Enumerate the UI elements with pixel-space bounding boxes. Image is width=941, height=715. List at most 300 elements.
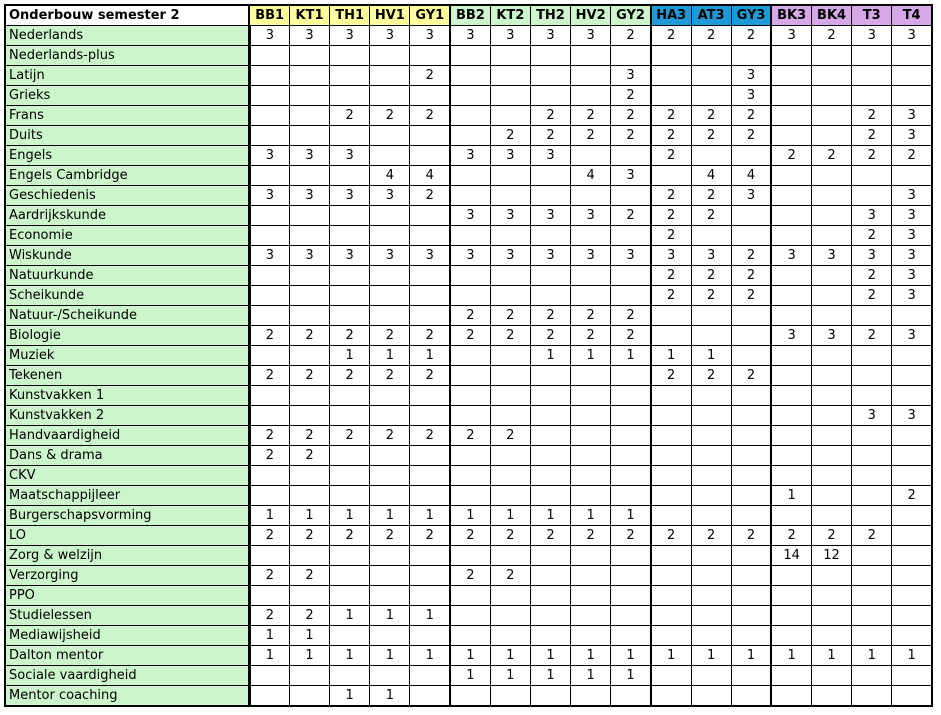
hours-cell [450, 386, 490, 406]
hours-cell [571, 46, 611, 66]
hours-cell: 2 [731, 246, 771, 266]
hours-cell [811, 686, 851, 707]
column-header-gy1: GY1 [410, 5, 450, 26]
hours-cell: 3 [530, 206, 570, 226]
hours-cell [691, 486, 731, 506]
hours-cell: 2 [731, 366, 771, 386]
hours-cell [731, 326, 771, 346]
hours-cell [410, 566, 450, 586]
hours-cell [450, 346, 490, 366]
hours-cell [530, 226, 570, 246]
hours-cell [651, 306, 691, 326]
hours-cell [771, 166, 811, 186]
hours-cell [370, 466, 410, 486]
hours-cell: 1 [530, 506, 570, 526]
hours-cell [490, 546, 530, 566]
hours-cell: 3 [852, 406, 892, 426]
hours-cell [249, 586, 289, 606]
hours-cell [651, 86, 691, 106]
hours-cell: 4 [410, 166, 450, 186]
hours-cell: 2 [289, 326, 329, 346]
hours-cell [651, 446, 691, 466]
hours-cell [731, 466, 771, 486]
table-row [5, 626, 932, 646]
hours-cell [530, 46, 570, 66]
subject-label: Verzorging [5, 566, 249, 586]
hours-cell: 2 [289, 446, 329, 466]
table-row [5, 526, 932, 546]
hours-cell [811, 66, 851, 86]
column-header-hv1: HV1 [370, 5, 410, 26]
hours-cell [651, 586, 691, 606]
hours-cell: 1 [611, 666, 651, 686]
hours-cell: 1 [370, 346, 410, 366]
hours-cell: 1 [410, 646, 450, 666]
hours-cell: 2 [330, 326, 370, 346]
hours-cell [611, 46, 651, 66]
hours-cell [811, 206, 851, 226]
hours-cell [410, 306, 450, 326]
hours-cell [811, 166, 851, 186]
table-row [5, 26, 932, 46]
hours-cell [490, 606, 530, 626]
hours-cell: 1 [892, 646, 932, 666]
hours-cell [771, 346, 811, 366]
hours-cell: 2 [731, 526, 771, 546]
hours-cell: 3 [330, 146, 370, 166]
table-row [5, 66, 932, 86]
table-row [5, 106, 932, 126]
hours-cell [571, 446, 611, 466]
hours-cell [852, 366, 892, 386]
hours-cell [651, 166, 691, 186]
hours-cell: 3 [410, 26, 450, 46]
hours-cell: 2 [611, 86, 651, 106]
hours-cell [611, 686, 651, 707]
subject-label: Zorg & welzijn [5, 546, 249, 566]
hours-cell: 2 [852, 526, 892, 546]
hours-cell [289, 486, 329, 506]
hours-cell [811, 226, 851, 246]
hours-cell [249, 66, 289, 86]
hours-cell [330, 286, 370, 306]
hours-cell [611, 486, 651, 506]
subject-label: Engels Cambridge [5, 166, 249, 186]
hours-cell [892, 426, 932, 446]
hours-cell [651, 506, 691, 526]
hours-cell: 3 [811, 326, 851, 346]
subject-label: Nederlands [5, 26, 249, 46]
hours-cell [330, 466, 370, 486]
hours-cell [731, 226, 771, 246]
hours-cell [249, 686, 289, 707]
hours-cell: 4 [370, 166, 410, 186]
hours-cell: 3 [852, 246, 892, 266]
hours-cell [892, 306, 932, 326]
hours-cell: 2 [330, 366, 370, 386]
hours-cell [289, 386, 329, 406]
column-header-th1: TH1 [330, 5, 370, 26]
hours-cell: 1 [651, 646, 691, 666]
hours-cell [852, 486, 892, 506]
hours-cell [771, 46, 811, 66]
hours-cell [530, 406, 570, 426]
hours-cell [731, 566, 771, 586]
hours-cell: 2 [571, 306, 611, 326]
hours-cell [691, 666, 731, 686]
subject-label: Latijn [5, 66, 249, 86]
hours-cell: 2 [731, 286, 771, 306]
hours-cell [771, 466, 811, 486]
hours-cell: 1 [249, 626, 289, 646]
hours-cell: 2 [852, 266, 892, 286]
hours-cell [490, 66, 530, 86]
hours-cell [771, 206, 811, 226]
hours-cell: 2 [249, 606, 289, 626]
hours-cell [571, 586, 611, 606]
hours-cell: 3 [611, 246, 651, 266]
subject-label: Engels [5, 146, 249, 166]
hours-cell [490, 466, 530, 486]
hours-cell [852, 86, 892, 106]
hours-cell [852, 666, 892, 686]
hours-cell [571, 606, 611, 626]
hours-cell [410, 586, 450, 606]
hours-cell [892, 606, 932, 626]
hours-cell [571, 426, 611, 446]
hours-cell [811, 606, 851, 626]
hours-cell: 2 [490, 326, 530, 346]
hours-cell [731, 586, 771, 606]
hours-cell [249, 266, 289, 286]
hours-cell: 1 [370, 606, 410, 626]
hours-cell [410, 266, 450, 286]
hours-cell [490, 86, 530, 106]
hours-cell [450, 106, 490, 126]
hours-cell [731, 46, 771, 66]
hours-cell: 1 [731, 646, 771, 666]
hours-cell: 4 [691, 166, 731, 186]
hours-cell [691, 546, 731, 566]
hours-cell: 2 [892, 486, 932, 506]
subject-label: Duits [5, 126, 249, 146]
hours-cell: 3 [611, 66, 651, 86]
hours-cell [490, 386, 530, 406]
hours-cell [249, 406, 289, 426]
hours-cell [370, 286, 410, 306]
hours-cell [731, 426, 771, 446]
hours-cell [330, 546, 370, 566]
hours-cell [450, 86, 490, 106]
lesson-hours-table [4, 4, 933, 707]
subject-label: Geschiedenis [5, 186, 249, 206]
hours-cell [289, 586, 329, 606]
subject-label: Tekenen [5, 366, 249, 386]
hours-cell: 1 [289, 506, 329, 526]
hours-cell [771, 286, 811, 306]
hours-cell: 3 [330, 26, 370, 46]
hours-cell: 3 [410, 246, 450, 266]
hours-cell: 2 [651, 286, 691, 306]
table-row [5, 566, 932, 586]
hours-cell [731, 386, 771, 406]
hours-cell [691, 406, 731, 426]
hours-cell [370, 46, 410, 66]
hours-cell: 1 [691, 646, 731, 666]
hours-cell: 1 [691, 346, 731, 366]
hours-cell [811, 106, 851, 126]
hours-cell: 3 [892, 226, 932, 246]
hours-cell [289, 406, 329, 426]
hours-cell [571, 406, 611, 426]
hours-cell [530, 466, 570, 486]
hours-cell: 2 [370, 366, 410, 386]
hours-cell [571, 266, 611, 286]
hours-cell: 1 [410, 606, 450, 626]
hours-cell: 2 [852, 146, 892, 166]
hours-cell [691, 46, 731, 66]
hours-cell [811, 346, 851, 366]
hours-cell: 3 [811, 246, 851, 266]
hours-cell [611, 366, 651, 386]
hours-cell: 3 [571, 246, 611, 266]
hours-cell [571, 366, 611, 386]
hours-cell [410, 486, 450, 506]
hours-cell [410, 546, 450, 566]
table-row [5, 486, 932, 506]
hours-cell [289, 46, 329, 66]
hours-cell [892, 446, 932, 466]
hours-cell [771, 66, 811, 86]
hours-cell [330, 386, 370, 406]
hours-cell [811, 86, 851, 106]
hours-cell [289, 466, 329, 486]
hours-cell: 3 [571, 26, 611, 46]
hours-cell: 3 [370, 26, 410, 46]
hours-cell [530, 606, 570, 626]
hours-cell: 1 [330, 646, 370, 666]
hours-cell [370, 586, 410, 606]
hours-cell [691, 386, 731, 406]
hours-cell: 2 [490, 526, 530, 546]
hours-cell [731, 446, 771, 466]
hours-cell [490, 486, 530, 506]
hours-cell [771, 386, 811, 406]
hours-cell [811, 666, 851, 686]
hours-cell: 3 [892, 106, 932, 126]
hours-cell [651, 546, 691, 566]
table-row [5, 246, 932, 266]
hours-cell [530, 66, 570, 86]
table-row [5, 506, 932, 526]
hours-cell: 2 [852, 126, 892, 146]
hours-cell: 3 [490, 246, 530, 266]
hours-cell [691, 506, 731, 526]
hours-cell [771, 126, 811, 146]
hours-cell [370, 666, 410, 686]
subject-label: Mentor coaching [5, 686, 249, 707]
hours-cell: 2 [490, 306, 530, 326]
hours-cell [410, 206, 450, 226]
hours-cell: 2 [611, 106, 651, 126]
hours-cell: 1 [370, 506, 410, 526]
hours-cell [691, 466, 731, 486]
hours-cell: 2 [731, 26, 771, 46]
hours-cell [611, 586, 651, 606]
hours-cell: 2 [410, 66, 450, 86]
subject-label: Studielessen [5, 606, 249, 626]
hours-cell [852, 186, 892, 206]
table-header-row [5, 5, 932, 26]
hours-cell: 1 [330, 506, 370, 526]
hours-cell [731, 686, 771, 707]
hours-cell [771, 566, 811, 586]
hours-cell [370, 266, 410, 286]
hours-cell [530, 286, 570, 306]
hours-cell [771, 606, 811, 626]
hours-cell [249, 106, 289, 126]
subject-label: Grieks [5, 86, 249, 106]
table-row [5, 666, 932, 686]
hours-cell: 1 [651, 346, 691, 366]
hours-cell: 1 [289, 646, 329, 666]
hours-cell [289, 166, 329, 186]
hours-cell [450, 606, 490, 626]
hours-cell [731, 506, 771, 526]
column-header-gy2: GY2 [611, 5, 651, 26]
subject-label: Economie [5, 226, 249, 246]
hours-cell: 3 [249, 186, 289, 206]
hours-cell: 1 [771, 486, 811, 506]
hours-cell: 2 [530, 326, 570, 346]
hours-cell [691, 86, 731, 106]
table-row [5, 386, 932, 406]
table-row [5, 546, 932, 566]
hours-cell [611, 626, 651, 646]
hours-cell: 1 [611, 646, 651, 666]
hours-cell [410, 406, 450, 426]
hours-cell [651, 66, 691, 86]
hours-cell: 3 [892, 266, 932, 286]
hours-cell: 2 [651, 526, 691, 546]
hours-cell [450, 266, 490, 286]
hours-cell: 2 [410, 526, 450, 546]
hours-cell [450, 126, 490, 146]
hours-cell [289, 106, 329, 126]
hours-cell: 2 [530, 306, 570, 326]
hours-cell: 2 [651, 226, 691, 246]
hours-cell [571, 186, 611, 206]
subject-label: Burgerschapsvorming [5, 506, 249, 526]
hours-cell: 3 [450, 26, 490, 46]
column-header-bb1: BB1 [249, 5, 289, 26]
hours-cell: 1 [530, 346, 570, 366]
column-header-bk4: BK4 [811, 5, 851, 26]
hours-cell [370, 66, 410, 86]
hours-cell [811, 186, 851, 206]
hours-cell: 2 [651, 366, 691, 386]
hours-cell: 2 [289, 566, 329, 586]
hours-cell [490, 346, 530, 366]
subject-label: Frans [5, 106, 249, 126]
hours-cell [249, 46, 289, 66]
hours-cell: 2 [611, 206, 651, 226]
hours-cell: 2 [249, 426, 289, 446]
hours-cell: 1 [370, 686, 410, 707]
table-row [5, 206, 932, 226]
hours-cell: 3 [651, 246, 691, 266]
hours-cell [289, 86, 329, 106]
hours-cell [811, 506, 851, 526]
hours-cell: 1 [410, 346, 450, 366]
hours-cell [771, 266, 811, 286]
hours-cell [892, 386, 932, 406]
hours-cell [249, 486, 289, 506]
hours-cell [490, 626, 530, 646]
hours-cell: 1 [611, 346, 651, 366]
hours-cell [490, 266, 530, 286]
hours-cell: 2 [450, 426, 490, 446]
hours-cell: 2 [370, 106, 410, 126]
hours-cell: 2 [811, 146, 851, 166]
hours-cell [611, 386, 651, 406]
hours-cell [852, 346, 892, 366]
hours-cell: 3 [289, 26, 329, 46]
hours-cell [691, 686, 731, 707]
hours-cell: 2 [410, 366, 450, 386]
hours-cell: 2 [611, 26, 651, 46]
hours-cell [530, 566, 570, 586]
hours-cell: 2 [490, 426, 530, 446]
hours-cell [490, 166, 530, 186]
hours-cell [892, 546, 932, 566]
hours-cell [530, 626, 570, 646]
hours-cell: 2 [249, 326, 289, 346]
hours-cell [249, 126, 289, 146]
hours-cell: 2 [410, 326, 450, 346]
subject-label: Natuurkunde [5, 266, 249, 286]
hours-cell: 3 [450, 206, 490, 226]
hours-cell [651, 666, 691, 686]
hours-cell [450, 66, 490, 86]
hours-cell [852, 66, 892, 86]
hours-cell [289, 206, 329, 226]
hours-cell [490, 226, 530, 246]
hours-cell [410, 386, 450, 406]
hours-cell: 3 [450, 246, 490, 266]
hours-cell: 3 [330, 186, 370, 206]
hours-cell: 3 [571, 206, 611, 226]
hours-cell [289, 306, 329, 326]
table-row [5, 286, 932, 306]
column-header-bk3: BK3 [771, 5, 811, 26]
hours-cell: 2 [370, 526, 410, 546]
column-header-t3: T3 [852, 5, 892, 26]
hours-cell: 3 [249, 26, 289, 46]
hours-cell: 1 [490, 506, 530, 526]
hours-cell [892, 626, 932, 646]
hours-cell [811, 586, 851, 606]
hours-cell: 3 [450, 146, 490, 166]
hours-cell: 2 [852, 326, 892, 346]
hours-cell [571, 386, 611, 406]
hours-cell: 2 [691, 286, 731, 306]
column-header-ha3: HA3 [651, 5, 691, 26]
hours-cell: 1 [370, 646, 410, 666]
hours-cell [731, 626, 771, 646]
hours-cell [370, 126, 410, 146]
hours-cell [330, 66, 370, 86]
